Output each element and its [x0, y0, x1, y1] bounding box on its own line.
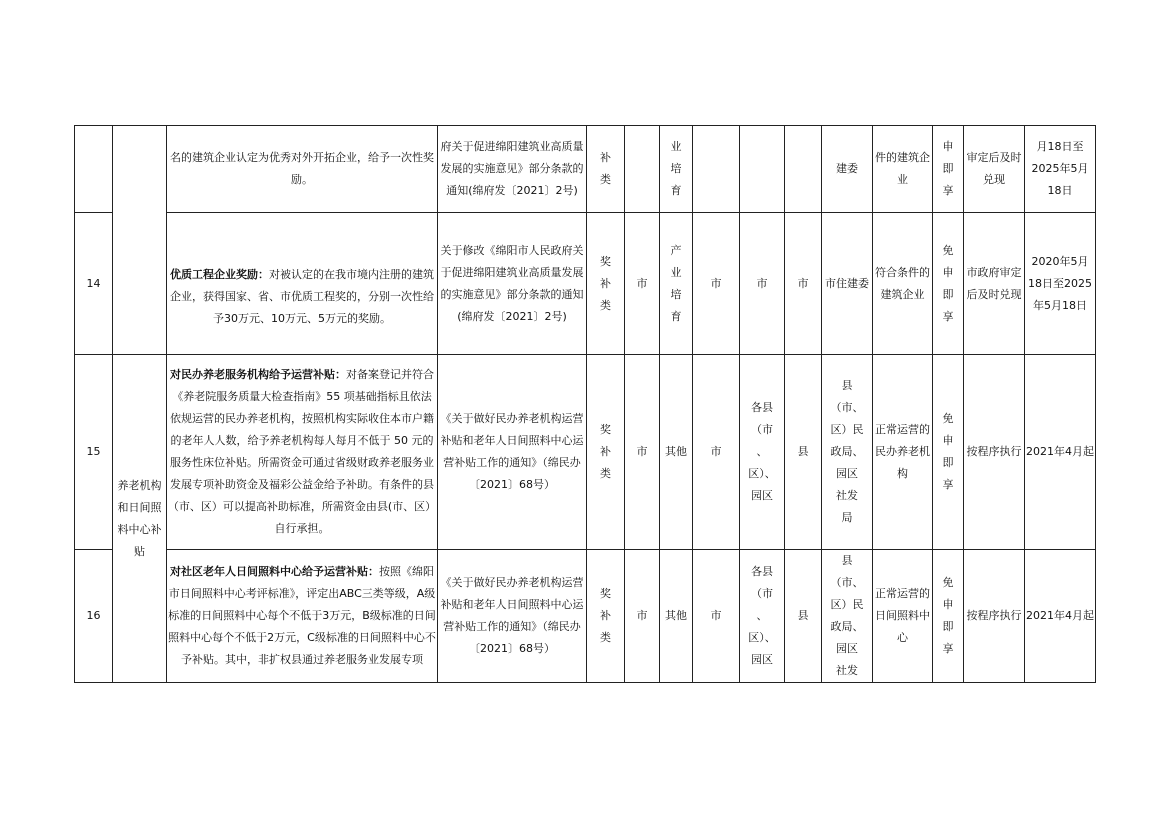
- cell-c3: 市: [785, 213, 822, 355]
- policy-basis: 关于修改《绵阳市人民政府关于促进绵阳建筑业高质量发展的实施意见》部分条款的通知(绵府发〔2021〕2号): [438, 213, 587, 355]
- process: 市政府审定后及时兑现: [964, 213, 1025, 355]
- policy-content: 对社区老年人日间照料中心给予运营补贴：按照《绵阳市日间照料中心考评标准》，评定出ABC三类等级，A级标准的日间照料中心每个不低于3万元，B级标准的日间照料中心每个不低于2万元，C级标准的日间照料中心不予补贴。其中，非扩权县通过养老服务业发展专项: [167, 550, 438, 683]
- table-row: [75, 213, 1096, 355]
- target-group: 符合条件的建筑企业: [873, 213, 933, 355]
- policy-field: 业 培 育: [660, 126, 693, 213]
- policy-type: 奖 补 类: [587, 213, 625, 355]
- cell-c1: 市: [693, 213, 740, 355]
- row-number: 15: [75, 355, 113, 550]
- cell-c2: 各县 （市 、 区）、 园区: [740, 550, 785, 683]
- category-cell: 养老机构和日间照料中心补贴: [113, 355, 167, 683]
- apply-method: 免 申 即 享: [933, 355, 964, 550]
- target-group: 正常运营的日间照料中心: [873, 550, 933, 683]
- target-group: 正常运营的民办养老机构: [873, 355, 933, 550]
- policy-type: 奖 补 类: [587, 355, 625, 550]
- cell-c2: 各县 （市 、 区）、 园区: [740, 355, 785, 550]
- cell-c3: [785, 126, 822, 213]
- policy-title: 对民办养老服务机构给予运营补贴：: [170, 368, 346, 381]
- policy-basis: 府关于促进绵阳建筑业高质量发展的实施意见》部分条款的通知(绵府发〔2021〕2号): [438, 126, 587, 213]
- cell-c3: 县: [785, 550, 822, 683]
- policy-field: 产 业 培 育: [660, 213, 693, 355]
- process: 按程序执行: [964, 550, 1025, 683]
- policy-type: 奖 补 类: [587, 550, 625, 683]
- policy-field: 其他: [660, 550, 693, 683]
- policy-content: 名的建筑企业认定为优秀对外开拓企业，给予一次性奖励。: [167, 126, 438, 213]
- apply-method: 申 即 享: [933, 126, 964, 213]
- cell-c1: [693, 126, 740, 213]
- period: 2020年5月18日至2025年5月18日: [1025, 213, 1096, 355]
- apply-method: 免 申 即 享: [933, 213, 964, 355]
- cell-c1: 市: [693, 355, 740, 550]
- target-group: 件的建筑企业: [873, 126, 933, 213]
- row-number: [75, 126, 113, 213]
- policy-basis: 《关于做好民办养老机构运营补贴和老年人日间照料中心运营补贴工作的通知》（绵民办〔2021〕68号）: [438, 355, 587, 550]
- row-number: 14: [75, 213, 113, 355]
- policy-title: 优质工程企业奖励：: [170, 267, 269, 281]
- cell-c2: [740, 126, 785, 213]
- row-number: 16: [75, 550, 113, 683]
- cell-c2: 市: [740, 213, 785, 355]
- table-row: [75, 126, 1096, 213]
- period: 2021年4月起: [1025, 550, 1096, 683]
- process: 按程序执行: [964, 355, 1025, 550]
- responsible-dept: 县 （市、 区）民 政局、 园区 社发: [822, 550, 873, 683]
- table-row: [75, 355, 1096, 550]
- policy-title: 对社区老年人日间照料中心给予运营补贴：: [170, 565, 379, 578]
- process: 审定后及时兑现: [964, 126, 1025, 213]
- policy-table: [74, 125, 1096, 683]
- category-cell: [113, 126, 167, 355]
- policy-content: 优质工程企业奖励：对被认定的在我市境内注册的建筑企业，获得国家、省、市优质工程奖的，分别一次性给予30万元、10万元、5万元的奖励。: [167, 213, 438, 355]
- policy-type: 补 类: [587, 126, 625, 213]
- responsible-dept: 市住建委: [822, 213, 873, 355]
- policy-content: 对民办养老服务机构给予运营补贴：对备案登记并符合《养老院服务质量大检查指南》55 项基础指标且依法依规运营的民办养老机构，按照机构实际收住本市户籍的老年人人数，给予养老机构每人每月不低于 50 元的服务性床位补贴。所需资金可通过省级财政养老服务业发展专项补助资金及福彩公益金给予补助。有条件的县（市、区）可以提高补助标准，所需资金由县(市、区）自行承担。: [167, 355, 438, 550]
- period: 2021年4月起: [1025, 355, 1096, 550]
- responsible-dept: 建委: [822, 126, 873, 213]
- apply-method: 免 申 即 享: [933, 550, 964, 683]
- table-row: [75, 550, 1096, 683]
- responsible-dept: 县 （市、 区）民 政局、 园区 社发 局: [822, 355, 873, 550]
- policy-level: [625, 126, 660, 213]
- policy-basis: 《关于做好民办养老机构运营补贴和老年人日间照料中心运营补贴工作的通知》（绵民办〔2021〕68号）: [438, 550, 587, 683]
- cell-c3: 县: [785, 355, 822, 550]
- policy-field: 其他: [660, 355, 693, 550]
- policy-level: 市: [625, 213, 660, 355]
- policy-level: 市: [625, 355, 660, 550]
- period: 月18日至2025年5月18日: [1025, 126, 1096, 213]
- policy-level: 市: [625, 550, 660, 683]
- cell-c1: 市: [693, 550, 740, 683]
